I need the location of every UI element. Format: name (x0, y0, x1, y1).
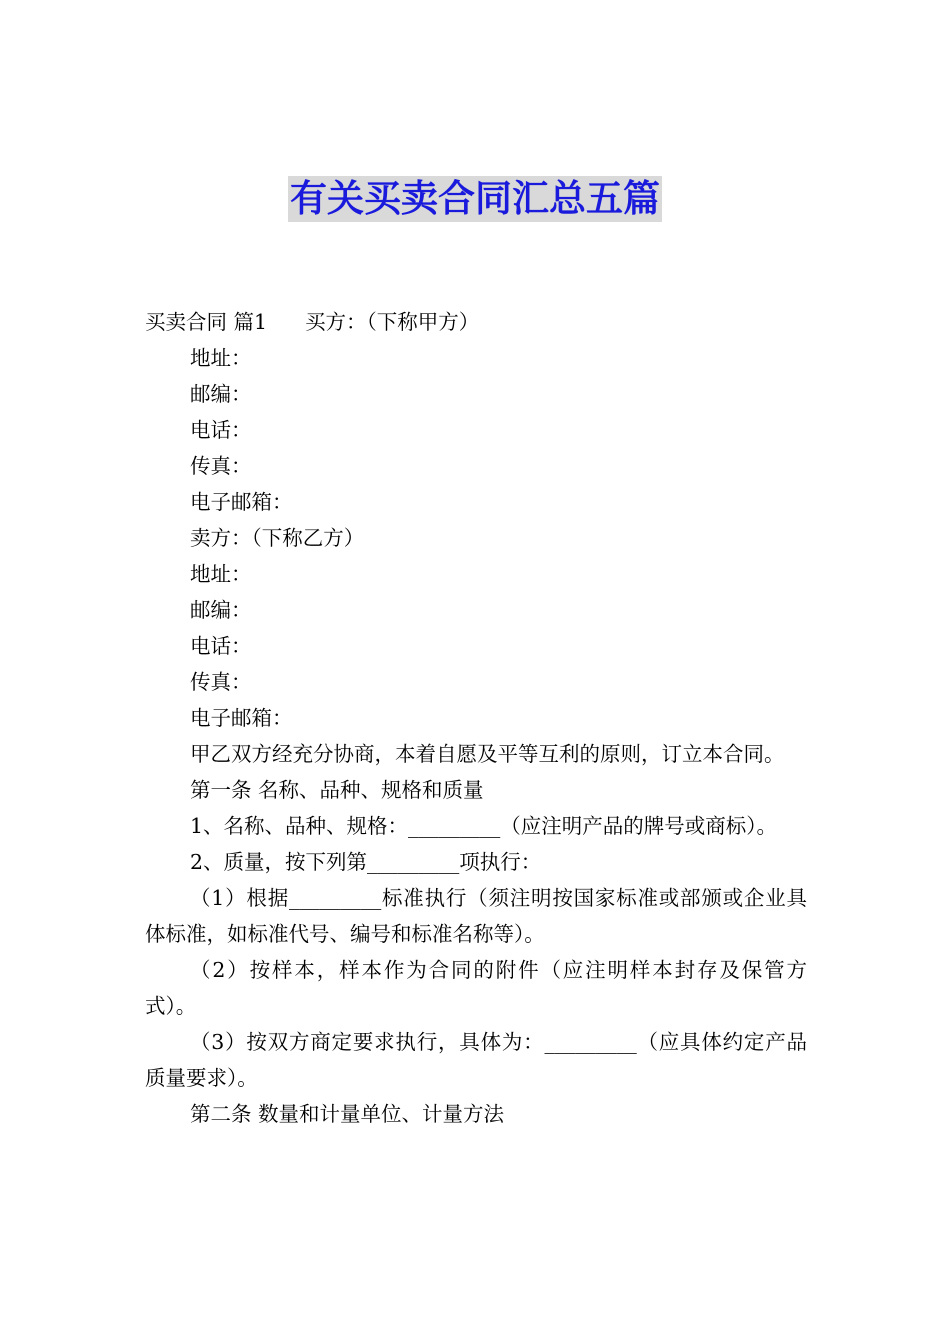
paragraph: 邮编： (190, 382, 252, 406)
paragraph: 卖方：（下称乙方） (190, 526, 365, 550)
section-heading: 第一条 名称、品种、规格和质量 (190, 778, 484, 802)
paragraph: 电子邮箱： (190, 490, 293, 514)
paragraph: 传真： (190, 454, 252, 478)
paragraph: （3）按双方商定要求执行，具体为：_________（应具体约定产品质量要求）。 (145, 1030, 807, 1090)
paragraph: 传真： (190, 670, 252, 694)
paragraph: 甲乙双方经充分协商，本着自愿及平等互利的原则，订立本合同。 (190, 742, 785, 766)
paragraph: 邮编： (190, 598, 252, 622)
paragraph: （2）按样本，样本作为合同的附件（应注明样本封存及保管方式）。 (145, 958, 807, 1018)
title-container (0, 176, 950, 222)
paragraph: （1）根据_________标准执行（须注明按国家标准或部颁或企业具体标准，如标准代号、编号和标准名称等）。 (145, 886, 807, 946)
heading-label: 买卖合同 篇1 (145, 310, 268, 334)
paragraph: 1、名称、品种、规格：_________（应注明产品的牌号或商标）。 (190, 814, 778, 838)
paragraph: 地址： (190, 346, 252, 370)
paragraph: 电子邮箱： (190, 706, 293, 730)
buyer-label: 买方：（下称甲方） (305, 310, 480, 334)
document-title: 有关买卖合同汇总五篇 (290, 177, 660, 220)
paragraph: 电话： (190, 634, 252, 658)
paragraph: 地址： (190, 562, 252, 586)
paragraph: 2、质量，按下列第_________项执行： (190, 850, 542, 874)
paragraph: 电话： (190, 418, 252, 442)
document-body (145, 304, 807, 1132)
section-heading: 第二条 数量和计量单位、计量方法 (190, 1102, 505, 1126)
first-line (145, 304, 807, 340)
